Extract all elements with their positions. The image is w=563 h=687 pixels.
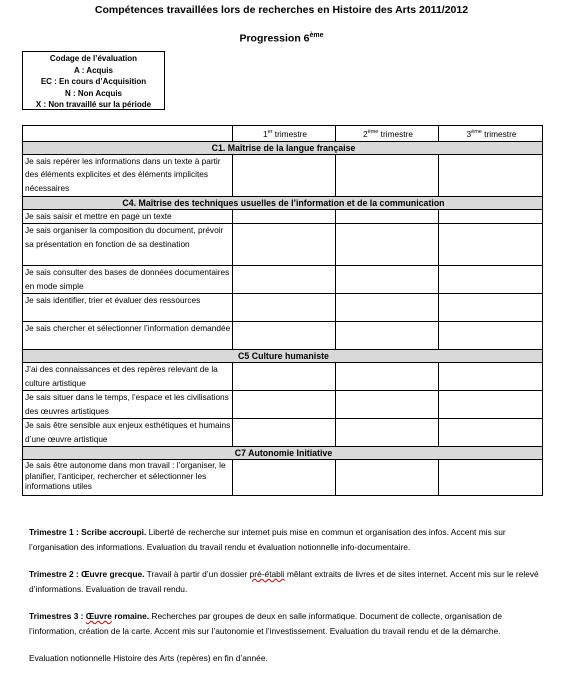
evaluation-cell[interactable]: [336, 266, 439, 294]
evaluation-cell[interactable]: [439, 460, 543, 496]
evaluation-cell[interactable]: [439, 363, 543, 391]
skill-row: [23, 155, 543, 197]
evaluation-cell[interactable]: [233, 363, 336, 391]
section-title: C5 Culture humaniste: [23, 350, 543, 363]
legend-heading: Codage de l’évaluation: [49, 54, 138, 63]
document-subtitle: [0, 32, 563, 45]
skill-label: Je sais chercher et sélectionner l’information demandée: [23, 322, 233, 350]
skill-label: Je sais être autonome dans mon travail : l’organiser, le planifier, l’anticiper, rechercher et sélectionner les informations utiles: [23, 460, 233, 496]
legend-item: EC : En cours d’Acquisition: [40, 77, 147, 86]
skill-row: [23, 363, 543, 391]
section-title: C4. Maîtrise des techniques usuelles de l’information et de la communication: [23, 197, 543, 210]
evaluation-cell[interactable]: [336, 322, 439, 350]
note-trimester-1: [29, 525, 539, 555]
note-text: Liberté de recherche sur internet puis mise en commun et organisation des infos. Accent mis sur l’organisation des informations. Evaluation du travail rendu et évaluation notionnelle info-documentaire.: [29, 527, 506, 552]
evaluation-cell[interactable]: [439, 155, 543, 197]
evaluation-cell[interactable]: [336, 363, 439, 391]
note-text: mêlant extraits de livres et de sites internet. Accent mis sur le relevé d’informations. Evaluation de travail rendu.: [29, 569, 539, 594]
evaluation-legend: [22, 51, 165, 110]
header-trimester-3: 3ème trimestre: [439, 126, 543, 142]
evaluation-cell[interactable]: [336, 210, 439, 224]
evaluation-cell[interactable]: [336, 294, 439, 322]
skill-label: Je sais organiser la composition du document, prévoir sa présentation en fonction de sa destination: [23, 224, 233, 266]
section-title: C1. Maîtrise de la langue française: [23, 142, 543, 155]
legend-item: X : Non travaillé sur la période: [35, 100, 152, 109]
legend-item: N : Non Acquis: [64, 88, 123, 98]
evaluation-cell[interactable]: [233, 266, 336, 294]
evaluation-cell[interactable]: [439, 210, 543, 224]
evaluation-cell[interactable]: [336, 224, 439, 266]
header-trimester-2: 2ème trimestre: [336, 126, 439, 142]
skill-row: [23, 210, 543, 224]
note-label: Trimestre 2 : Œuvre grecque.: [29, 569, 145, 579]
header-empty-cell: [23, 126, 233, 142]
evaluation-cell[interactable]: [233, 419, 336, 447]
table-header-row: [23, 126, 543, 142]
note-text: Recherches par groupes de deux en salle informatique. Document de collecte, organisation de l’information, création de la carte. Accent mis sur l’autonomie et l’investissement. Evaluation du travail rendu et de la démarche.: [29, 611, 503, 636]
evaluation-cell[interactable]: [336, 419, 439, 447]
evaluation-cell[interactable]: [439, 294, 543, 322]
evaluation-cell[interactable]: [439, 266, 543, 294]
legend-item: A : Acquis: [74, 65, 113, 75]
section-row: [23, 447, 543, 460]
evaluation-cell[interactable]: [336, 391, 439, 419]
evaluation-cell[interactable]: [233, 210, 336, 224]
evaluation-cell[interactable]: [233, 155, 336, 197]
subtitle-text: Progression 6: [239, 32, 310, 45]
section-row: [23, 350, 543, 363]
skill-label: J’ai des connaissances et des repères relevant de la culture artistique: [23, 363, 233, 391]
trimester-notes: [29, 525, 539, 678]
evaluation-cell[interactable]: [439, 322, 543, 350]
evaluation-cell[interactable]: [336, 460, 439, 496]
evaluation-cell[interactable]: [439, 391, 543, 419]
skill-row: [23, 391, 543, 419]
note-final: Evaluation notionnelle Histoire des Arts (repères) en fin d’année.: [29, 653, 268, 663]
evaluation-cell[interactable]: [233, 460, 336, 496]
skill-label: Je sais repérer les informations dans un texte à partir des éléments explicites et des éléments implicites nécessaires: [23, 155, 233, 197]
skill-row: [23, 419, 543, 447]
skill-row: [23, 294, 543, 322]
note-trimester-2: [29, 567, 539, 597]
evaluation-cell[interactable]: [233, 391, 336, 419]
skill-row: [23, 460, 543, 496]
subtitle-sup: ème: [309, 32, 324, 39]
evaluation-cell[interactable]: [439, 224, 543, 266]
evaluation-cell[interactable]: [233, 224, 336, 266]
note-trimester-3: [29, 609, 539, 639]
section-row: [23, 142, 543, 155]
skill-row: [23, 266, 543, 294]
section-row: [23, 197, 543, 210]
note-label: Trimestres 3 : Œuvre romaine.: [29, 611, 150, 621]
evaluation-cell[interactable]: [233, 294, 336, 322]
skill-label: Je sais être sensible aux enjeux esthétiques et humains d’une œuvre artistique: [23, 419, 233, 447]
evaluation-cell[interactable]: [233, 322, 336, 350]
skill-label: Je sais identifier, trier et évaluer des ressources: [23, 294, 233, 322]
skill-row: [23, 224, 543, 266]
evaluation-cell[interactable]: [439, 419, 543, 447]
document-title: Compétences travaillées lors de recherches en Histoire des Arts 2011/2012: [94, 4, 469, 16]
skill-label: Je sais saisir et mettre en page un texte: [23, 210, 233, 224]
skill-label: Je sais consulter des bases de données documentaires en mode simple: [23, 266, 233, 294]
competence-table: [22, 125, 543, 496]
evaluation-cell[interactable]: [336, 155, 439, 197]
note-label: Trimestre 1 : Scribe accroupi.: [29, 527, 147, 537]
note-text: Travail à partir d’un dossier: [144, 569, 250, 579]
skill-label: Je sais situer dans le temps, l’espace et les civilisations des œuvres artistiques: [23, 391, 233, 419]
note-text-flagged: pré-établi: [249, 569, 285, 579]
skill-row: [23, 322, 543, 350]
section-title: C7 Autonomie Initiative: [23, 447, 543, 460]
header-trimester-1: 1er trimestre: [233, 126, 336, 142]
